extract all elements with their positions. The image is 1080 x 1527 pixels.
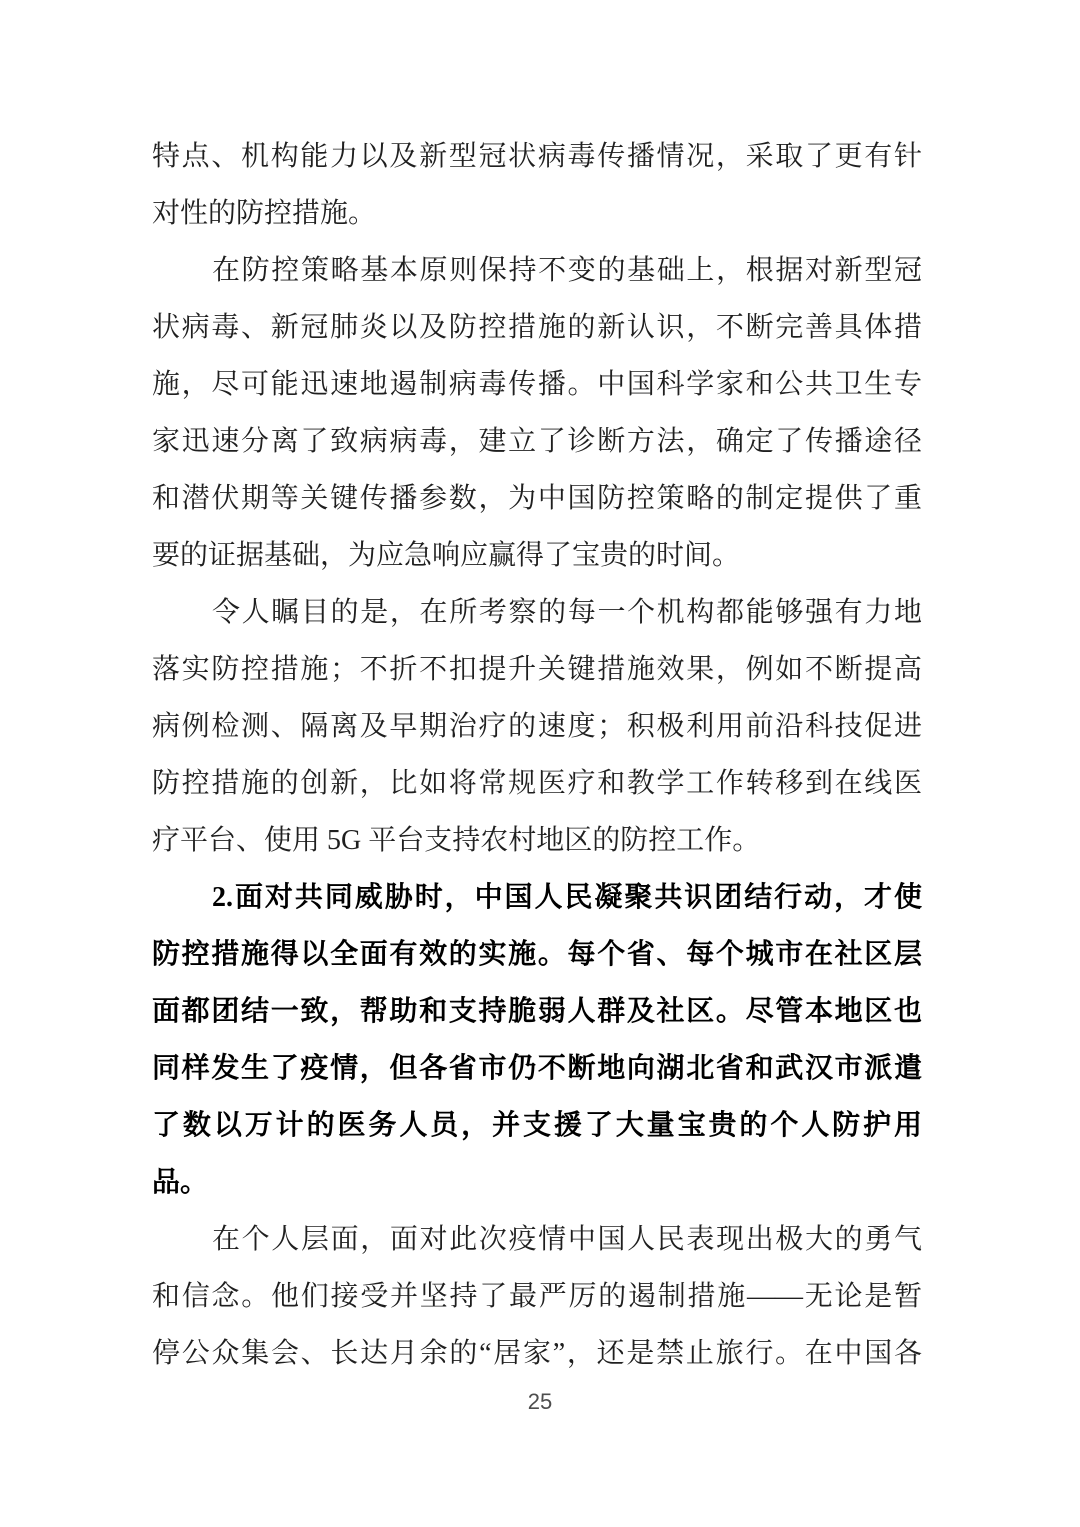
text-line: 停公众集会、长达月余的“居家”，还是禁止旅行。在中国各 — [152, 1338, 922, 1369]
paragraph-5 — [152, 1211, 922, 1382]
text-line: 状病毒、新冠肺炎以及防控措施的新认识，不断完善具体措 — [152, 312, 922, 343]
text-line: 施，尽可能迅速地遏制病毒传播。中国科学家和公共卫生专 — [152, 369, 922, 400]
text-line: 面都团结一致，帮助和支持脆弱人群及社区。尽管本地区也 — [152, 996, 922, 1027]
text-line: 对性的防控措施。 — [152, 198, 377, 229]
text-line: 特点、机构能力以及新型冠状病毒传播情况，采取了更有针 — [152, 141, 922, 172]
paragraph-3 — [152, 584, 922, 869]
text-line: 品。 — [152, 1167, 209, 1198]
text-line: 和潜伏期等关键传播参数，为中国防控策略的制定提供了重 — [152, 483, 922, 514]
text-line: 在个人层面，面对此次疫情中国人民表现出极大的勇气 — [212, 1224, 922, 1255]
text-line: 防控措施的创新，比如将常规医疗和教学工作转移到在线医 — [152, 768, 922, 799]
text-line: 落实防控措施；不折不扣提升关键措施效果，例如不断提高 — [152, 654, 922, 685]
text-line: 疗平台、使用 5G 平台支持农村地区的防控工作。 — [152, 825, 761, 856]
paragraph-2 — [152, 242, 922, 584]
text-line: 同样发生了疫情，但各省市仍不断地向湖北省和武汉市派遣 — [152, 1053, 922, 1084]
paragraph-4-bold — [152, 869, 922, 1211]
text-line: 令人瞩目的是，在所考察的每一个机构都能够强有力地 — [212, 597, 922, 628]
text-line: 和信念。他们接受并坚持了最严厉的遏制措施——无论是暂 — [152, 1281, 922, 1312]
paragraph-1 — [152, 128, 922, 242]
text-line: 在防控策略基本原则保持不变的基础上，根据对新型冠 — [212, 255, 922, 286]
text-line: 了数以万计的医务人员，并支援了大量宝贵的个人防护用 — [152, 1110, 922, 1141]
text-line: 家迅速分离了致病病毒，建立了诊断方法，确定了传播途径 — [152, 426, 922, 457]
text-line: 防控措施得以全面有效的实施。每个省、每个城市在社区层 — [152, 939, 922, 970]
page-number: 25 — [527, 1389, 553, 1414]
text-line: 病例检测、隔离及早期治疗的速度；积极利用前沿科技促进 — [152, 711, 922, 742]
text-line: 2.面对共同威胁时，中国人民凝聚共识团结行动，才使 — [212, 882, 922, 913]
document-text-block — [152, 128, 922, 1382]
text-line: 要的证据基础，为应急响应赢得了宝贵的时间。 — [152, 540, 741, 571]
